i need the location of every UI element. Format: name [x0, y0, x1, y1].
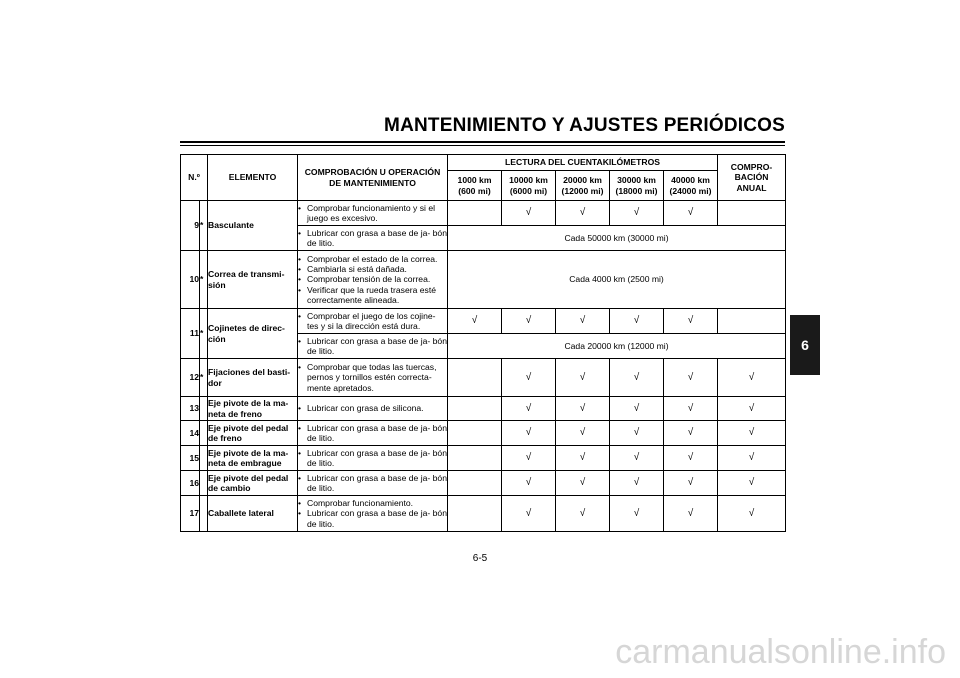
check-mark: √: [502, 309, 556, 334]
check-mark: √: [556, 421, 610, 446]
row-element: Eje pivote del pedal de cambio: [208, 471, 298, 496]
row-number: 9: [181, 201, 200, 251]
check-mark: √: [556, 359, 610, 397]
chapter-tab[interactable]: 6: [790, 315, 820, 375]
row-operation: • Comprobar el estado de la correa. • Cambiarla si está dañada. • Comprobar tensión de la correa. • Verificar que la rueda trasera esté correctamente alineada.: [298, 251, 448, 309]
check-mark: √: [718, 471, 786, 496]
header-odo-5: 40000 km (24000 mi): [664, 171, 718, 201]
row-element: Basculante: [208, 201, 298, 251]
check-mark: √: [718, 397, 786, 421]
check-mark: √: [556, 201, 610, 226]
table-row-17: [181, 496, 786, 532]
row-element: Caballete lateral: [208, 496, 298, 532]
maintenance-table: [180, 154, 786, 532]
row-asterisk: *: [200, 359, 208, 397]
row-operation: • Lubricar con grasa a base de ja- bón de litio.: [298, 334, 448, 359]
page-title: MANTENIMIENTO Y AJUSTES PERIÓDICOS: [384, 115, 785, 136]
header-operation: COMPROBACIÓN U OPERACIÓN DE MANTENIMIENTO: [298, 155, 448, 201]
table-row-16: [181, 471, 786, 496]
row-element: Eje pivote de la ma- neta de freno: [208, 397, 298, 421]
check-mark: √: [610, 471, 664, 496]
check-mark: √: [664, 201, 718, 226]
row-number: 13: [181, 397, 200, 421]
row-number: 15: [181, 446, 200, 471]
check-mark: √: [502, 201, 556, 226]
check-mark: √: [502, 397, 556, 421]
row-number: 11: [181, 309, 200, 359]
check-mark: √: [502, 471, 556, 496]
row-element: Fijaciones del basti- dor: [208, 359, 298, 397]
header-element: ELEMENTO: [208, 155, 298, 201]
check-mark: √: [610, 201, 664, 226]
row-element: Cojinetes de direc- ción: [208, 309, 298, 359]
table-row-15: [181, 446, 786, 471]
check-mark: √: [610, 421, 664, 446]
check-mark: √: [556, 397, 610, 421]
check-mark: √: [664, 421, 718, 446]
check-mark: √: [502, 421, 556, 446]
table-row-14: [181, 421, 786, 446]
check-mark: √: [718, 421, 786, 446]
check-mark: √: [502, 446, 556, 471]
check-mark: √: [502, 496, 556, 532]
title-rule-thin: [180, 145, 785, 146]
row-asterisk: *: [200, 251, 208, 309]
check-mark: √: [664, 397, 718, 421]
watermark[interactable]: carmanualsonline.info: [615, 633, 946, 671]
check-mark: √: [664, 496, 718, 532]
row-number: 10: [181, 251, 200, 309]
row-element: Correa de transmi- sión: [208, 251, 298, 309]
check-mark: √: [664, 309, 718, 334]
header-odometer: LECTURA DEL CUENTAKILÓMETROS: [448, 155, 718, 171]
row-number: 14: [181, 421, 200, 446]
table-row-11: [181, 309, 786, 334]
check-mark: √: [610, 359, 664, 397]
header-odo-3: 20000 km (12000 mi): [556, 171, 610, 201]
table-row-10: [181, 251, 786, 309]
check-mark: √: [556, 446, 610, 471]
row-number: 12: [181, 359, 200, 397]
row-element: Eje pivote del pedal de freno: [208, 421, 298, 446]
header-odo-1: 1000 km (600 mi): [448, 171, 502, 201]
row-interval: Cada 50000 km (30000 mi): [448, 226, 786, 251]
title-rule: [180, 141, 785, 143]
row-operation: • Lubricar con grasa de silicona.: [298, 397, 448, 421]
check-mark: √: [610, 397, 664, 421]
check-mark: √: [556, 471, 610, 496]
check-mark: √: [502, 359, 556, 397]
row-operation: • Lubricar con grasa a base de ja- bón de litio.: [298, 471, 448, 496]
row-operation: • Comprobar el juego de los cojine- tes y si la dirección está dura.: [298, 309, 448, 334]
header-annual: COMPRO- BACIÓN ANUAL: [718, 155, 786, 201]
row-operation: • Comprobar que todas las tuercas, pernos y tornillos estén correcta- mente apretados.: [298, 359, 448, 397]
check-mark: √: [718, 359, 786, 397]
check-mark: √: [664, 359, 718, 397]
row-interval: Cada 20000 km (12000 mi): [448, 334, 786, 359]
check-mark: √: [610, 446, 664, 471]
row-interval: Cada 4000 km (2500 mi): [448, 251, 786, 309]
table-row-9: [181, 201, 786, 226]
row-operation: • Lubricar con grasa a base de ja- bón de litio.: [298, 226, 448, 251]
check-mark: √: [664, 446, 718, 471]
table-row-12: [181, 359, 786, 397]
check-mark: √: [718, 496, 786, 532]
row-asterisk: *: [200, 309, 208, 359]
header-num: N.º: [181, 155, 208, 201]
check-mark: √: [610, 496, 664, 532]
check-mark: √: [664, 471, 718, 496]
check-mark: √: [556, 496, 610, 532]
page-number: 6-5: [472, 553, 488, 564]
header-odo-4: 30000 km (18000 mi): [610, 171, 664, 201]
row-operation: • Lubricar con grasa a base de ja- bón de litio.: [298, 421, 448, 446]
header-odo-2: 10000 km (6000 mi): [502, 171, 556, 201]
row-asterisk: *: [200, 201, 208, 251]
row-element: Eje pivote de la ma- neta de embrague: [208, 446, 298, 471]
check-mark: √: [556, 309, 610, 334]
row-operation: • Lubricar con grasa a base de ja- bón de litio.: [298, 446, 448, 471]
table-row-13: [181, 397, 786, 421]
row-number: 17: [181, 496, 200, 532]
check-mark: √: [448, 309, 502, 334]
row-number: 16: [181, 471, 200, 496]
check-mark: √: [718, 446, 786, 471]
check-mark: √: [610, 309, 664, 334]
row-operation: • Comprobar funcionamiento. • Lubricar con grasa a base de ja- bón de litio.: [298, 496, 448, 532]
row-operation: • Comprobar funcionamiento y si el juego es excesivo.: [298, 201, 448, 226]
